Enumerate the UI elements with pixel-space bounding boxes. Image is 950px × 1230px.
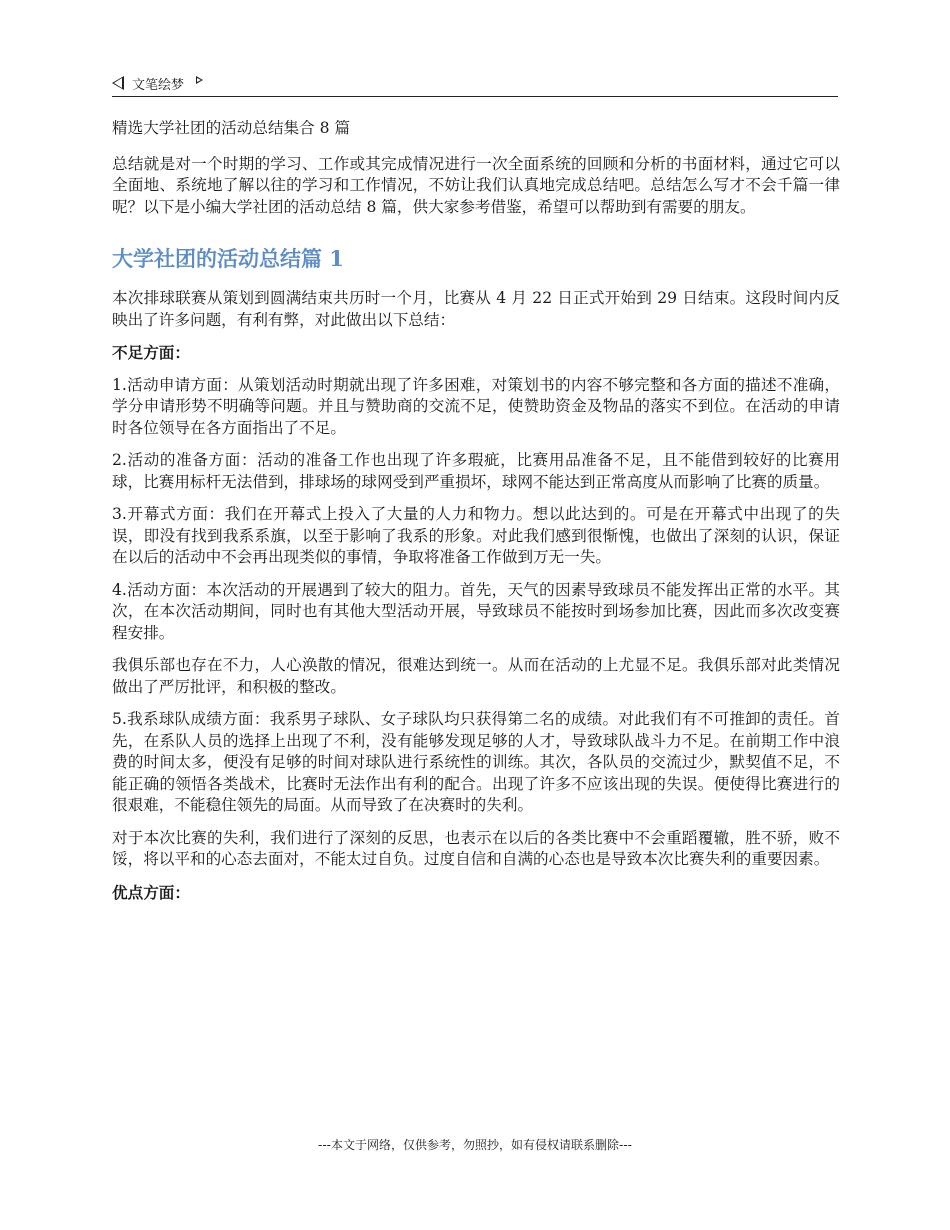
document-title: 精选大学社团的活动总结集合 8 篇 xyxy=(112,119,351,137)
triangle-right-outline-icon xyxy=(196,76,203,84)
paragraph-5: 我俱乐部也存在不力，人心涣散的情况，很难达到统一。从而在活动的上尤显不足。我俱乐部对此类情况做出了严厉批评，和积极的整改。 xyxy=(112,656,840,696)
intro-paragraph: 总结就是对一个时期的学习、工作或其完成情况进行一次全面系统的回顾和分析的书面材料，通过它可以全面地、系统地了解以往的学习和工作情况，不妨让我们认真地完成总结吧。总结怎么写才不会千篇一律呢？以下是小编大学社团的活动总结 8 篇，供大家参考借鉴，希望可以帮助到有需要的朋友。 xyxy=(112,154,840,216)
page-header xyxy=(112,70,838,97)
strengths-label: 优点方面： xyxy=(112,882,190,902)
paragraph-3: 3.开幕式方面：我们在开幕式上投入了大量的人力和物力。想以此达到的。可是在开幕式中出现了的失误，即没有找到我系系旗，以至于影响了我系的形象。对此我们感到很惭愧，也做出了深刻的认识，保证在以后的活动中不会再出现类似的事情，争取将准备工作做到万无一失。 xyxy=(112,505,840,566)
paragraph-2: 2.活动的准备方面：活动的准备工作也出现了许多瑕疵，比赛用品准备不足，且不能借到较好的比赛用球，比赛用标杆无法借到，排球场的球网受到严重损坏，球网不能达到正常高度从而影响了比赛的质量。 xyxy=(112,451,840,491)
footer-disclaimer: ---本文于网络，仅供参考，勿照抄，如有侵权请联系删除--- xyxy=(318,1138,632,1152)
triangle-left-outline-icon xyxy=(112,76,124,90)
paragraph-1: 1.活动申请方面：从策划活动时期就出现了许多困难，对策划书的内容不够完整和各方面的描述不准确，学分申请形势不明确等问题。并且与赞助商的交流不足，使赞助资金及物品的落实不到位。在活动的申请时各位领导在各方面指出了不足。 xyxy=(112,375,840,437)
section-intro-paragraph: 本次排球联赛从策划到圆满结束共历时一个月，比赛从 4 月 22 日正式开始到 29 日结束。这段时间内反映出了许多问题，有利有弊，对此做出以下总结： xyxy=(112,289,840,329)
paragraph-6: 5.我系球队成绩方面：我系男子球队、女子球队均只获得第二名的成绩。对此我们有不可推卸的责任。首先，在系队人员的选择上出现了不利，没有能够发现足够的人才，导致球队战斗力不足。在前期工作中浪费的时间太多，便没有足够的时间对球队进行系统性的训练。其次，各队员的交流过少，默契值不足，不能正确的领悟各类战术，比赛时无法作出有利的配合。出现了许多不应该出现的失误。便使得比赛进行的很艰难，不能稳住领先的局面。从而导致了在决赛时的失利。 xyxy=(112,710,840,814)
document-body xyxy=(112,118,840,914)
paragraph-4: 4.活动方面：本次活动的开展遇到了较大的阻力。首先，天气的因素导致球员不能发挥出正常的水平。其次，在本次活动期间，同时也有其他大型活动开展，导致球员不能按时到场参加比赛，因此而多次改变赛程安排。 xyxy=(112,580,840,642)
site-name: 文笔绘梦 xyxy=(132,77,185,93)
section-heading: 大学社团的活动总结篇 1 xyxy=(112,246,344,271)
shortcomings-label: 不足方面： xyxy=(112,343,190,362)
paragraph-7: 对于本次比赛的失利，我们进行了深刻的反思，也表示在以后的各类比赛中不会重蹈覆辙，胜不骄，败不馁，将以平和的心态去面对，不能太过自负。过度自信和自满的心态也是导致本次比赛失利的重要因素。 xyxy=(112,828,840,868)
